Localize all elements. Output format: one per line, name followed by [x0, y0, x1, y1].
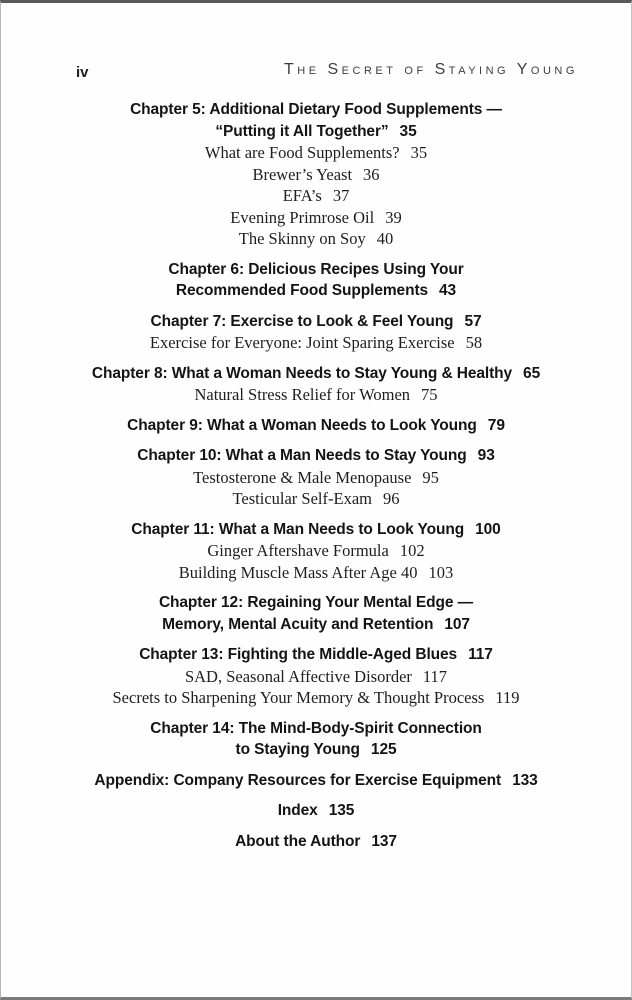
subentry-page-number: 103	[428, 562, 454, 582]
toc-subentry	[41, 666, 591, 688]
running-head-title: The Secret of Staying Young	[284, 61, 578, 78]
toc-entry	[41, 311, 591, 354]
chapter-heading-line	[41, 99, 591, 121]
chapter-page-number: 93	[477, 447, 495, 464]
subentry-text: EFA’s	[282, 186, 322, 205]
subentry-text: Testicular Self-Exam	[232, 489, 372, 508]
subentry-text: Building Muscle Mass After Age 40	[178, 562, 418, 582]
chapter-heading-text: Chapter 12: Regaining Your Mental Edge —	[158, 594, 474, 611]
chapter-page-number: 135	[328, 802, 355, 819]
toc-entry	[41, 445, 591, 510]
chapter-heading-line	[41, 363, 591, 385]
folio-page-number: iv	[76, 64, 89, 81]
toc-entry	[41, 363, 591, 406]
chapter-page-number: 57	[464, 312, 482, 330]
toc-entry	[41, 415, 591, 437]
chapter-heading-line	[41, 831, 591, 853]
subentry-text: Testosterone & Male Menopause	[193, 467, 412, 487]
chapter-heading-line	[41, 644, 591, 666]
chapter-heading-text: Chapter 5: Additional Dietary Food Supplements —	[130, 101, 502, 118]
subentry-text: SAD, Seasonal Affective Disorder	[184, 666, 412, 686]
subentry-page-number: 119	[495, 688, 520, 707]
chapter-page-number: 107	[444, 615, 470, 633]
chapter-page-number: 35	[399, 122, 417, 140]
chapter-heading-line	[41, 519, 591, 541]
toc-subentry	[41, 207, 591, 229]
toc-subentry	[41, 228, 591, 250]
subentry-page-number: 75	[421, 385, 438, 404]
chapter-heading-text: Memory, Mental Acuity and Retention	[162, 615, 434, 633]
subentry-text: Exercise for Everyone: Joint Sparing Exercise	[149, 333, 455, 352]
toc-subentry	[41, 467, 591, 489]
chapter-heading-text: Chapter 10: What a Man Needs to Stay Young	[137, 447, 467, 464]
subentry-page-number: 102	[399, 541, 425, 560]
subentry-text: Secrets to Sharpening Your Memory & Thought Process	[112, 688, 485, 707]
chapter-heading-text: About the Author	[235, 832, 361, 850]
chapter-heading-line	[41, 718, 591, 740]
chapter-heading-text: Chapter 13: Fighting the Middle-Aged Blues	[139, 646, 458, 663]
toc-subentry	[41, 142, 591, 164]
toc-entry	[41, 519, 591, 584]
chapter-heading-text: Chapter 7: Exercise to Look & Feel Young	[150, 312, 454, 330]
chapter-heading-line	[41, 770, 591, 792]
chapter-heading-line	[41, 259, 591, 281]
subentry-page-number: 95	[422, 467, 439, 487]
chapter-heading-line	[41, 280, 591, 302]
chapter-heading-line	[41, 739, 591, 761]
toc-entry	[41, 800, 591, 822]
chapter-heading-text: Recommended Food Supplements	[175, 282, 429, 299]
chapter-heading-text: Chapter 8: What a Woman Needs to Stay Young & Healthy	[91, 364, 513, 382]
chapter-heading-text: to Staying Young	[235, 741, 360, 758]
chapter-heading-line	[41, 445, 591, 467]
chapter-page-number: 125	[370, 741, 397, 758]
toc	[41, 99, 591, 861]
toc-subentry	[41, 562, 591, 584]
toc-entry	[41, 644, 591, 709]
chapter-page-number: 43	[439, 282, 457, 299]
subentry-text: Natural Stress Relief for Women	[194, 385, 411, 404]
chapter-heading-line	[41, 614, 591, 636]
toc-subentry	[41, 185, 591, 207]
toc-entry	[41, 259, 591, 302]
chapter-heading-line	[41, 592, 591, 614]
subentry-page-number: 36	[363, 164, 380, 184]
subentry-page-number: 40	[376, 229, 394, 248]
toc-subentry	[41, 332, 591, 354]
toc-subentry	[41, 488, 591, 510]
chapter-heading-text: “Putting it All Together”	[215, 122, 389, 140]
subentry-text: Evening Primrose Oil	[230, 207, 375, 227]
chapter-page-number: 100	[475, 520, 501, 538]
chapter-page-number: 79	[487, 416, 505, 434]
chapter-heading-line	[41, 121, 591, 143]
chapter-heading-text: Chapter 14: The Mind-Body-Spirit Connection	[150, 719, 482, 737]
subentry-page-number: 58	[465, 333, 483, 352]
chapter-page-number: 133	[512, 771, 538, 789]
toc-subentry	[41, 164, 591, 186]
toc-subentry	[41, 687, 591, 709]
chapter-heading-text: Chapter 11: What a Man Needs to Look Young	[131, 520, 465, 538]
toc-subentry	[41, 384, 591, 406]
toc-entry	[41, 831, 591, 853]
chapter-heading-text: Appendix: Company Resources for Exercise Equipment	[94, 771, 502, 789]
toc-entry	[41, 718, 591, 761]
chapter-heading-text: Chapter 9: What a Woman Needs to Look Young	[127, 416, 477, 434]
chapter-heading-text: Chapter 6: Delicious Recipes Using Your	[168, 260, 464, 278]
subentry-text: The Skinny on Soy	[238, 229, 366, 248]
chapter-heading-text: Index	[277, 802, 318, 819]
chapter-page-number: 65	[523, 364, 541, 382]
toc-entry	[41, 99, 591, 250]
chapter-page-number: 117	[468, 646, 493, 663]
subentry-text: Brewer’s Yeast	[252, 164, 353, 184]
subentry-page-number: 39	[385, 207, 402, 227]
running-head	[1, 61, 631, 87]
subentry-page-number: 117	[422, 666, 448, 686]
chapter-heading-line	[41, 800, 591, 822]
subentry-page-number: 96	[383, 489, 400, 508]
chapter-heading-line	[41, 311, 591, 333]
chapter-page-number: 137	[371, 832, 397, 850]
subentry-text: Ginger Aftershave Formula	[207, 541, 389, 560]
toc-entry	[41, 592, 591, 635]
subentry-page-number: 37	[332, 186, 350, 205]
subentry-text: What are Food Supplements?	[204, 143, 400, 162]
subentry-page-number: 35	[410, 143, 428, 162]
toc-subentry	[41, 540, 591, 562]
toc-entry	[41, 770, 591, 792]
chapter-heading-line	[41, 415, 591, 437]
